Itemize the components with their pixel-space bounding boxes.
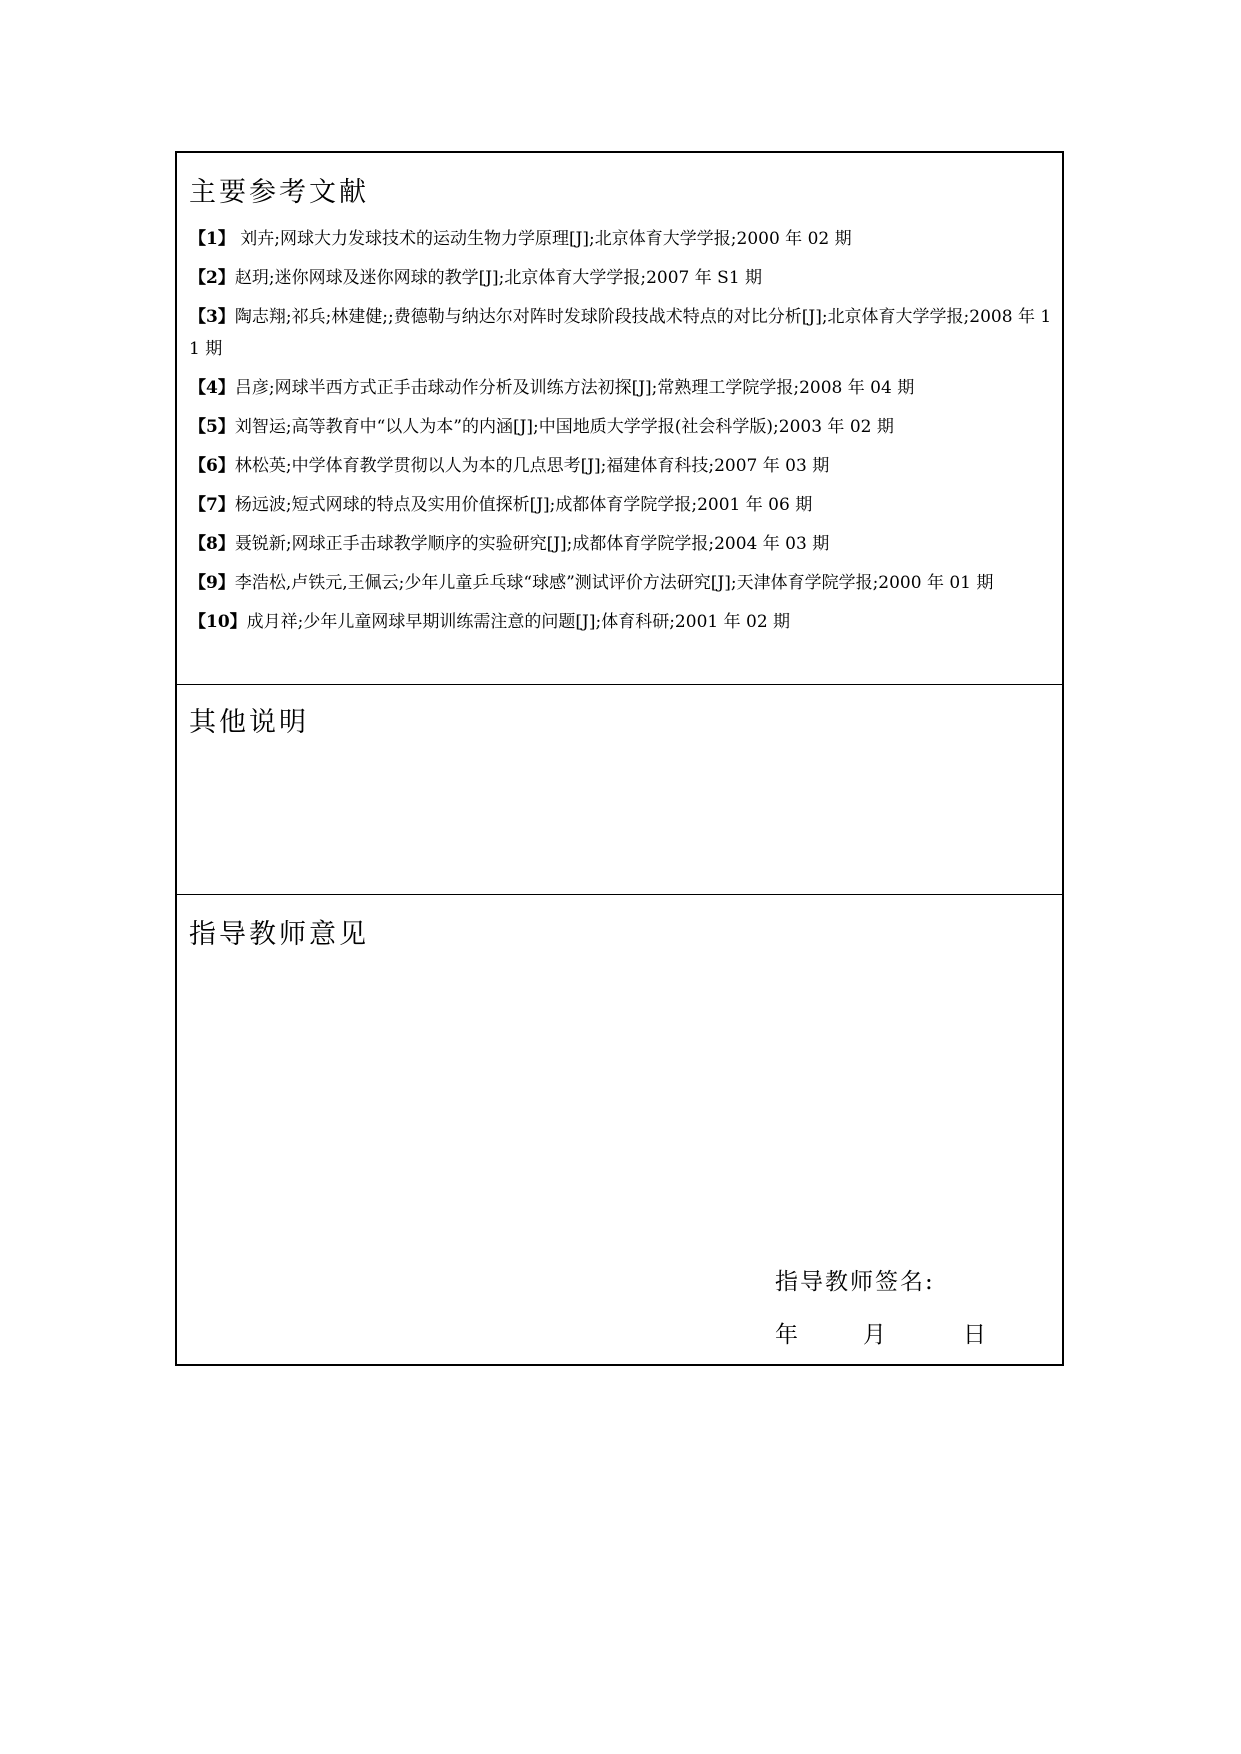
other-notes-title: 其他说明 [189,707,309,738]
reference-text: 成月祥;少年儿童网球早期训练需注意的问题[J];体育科研;2001 年 02 期 [246,612,791,632]
signature-block [775,1262,1003,1352]
references-title: 主要参考文献 [189,177,369,208]
date-day-label: 日 [963,1321,988,1348]
reference-number: 【3】 [189,307,235,327]
reference-item [189,567,1052,599]
reference-number: 【5】 [189,417,235,437]
other-notes-section [177,684,1062,894]
reference-item [189,489,1052,521]
reference-item [189,528,1052,560]
reference-number: 【6】 [189,456,235,476]
reference-text: 林松英;中学体育教学贯彻以人为本的几点思考[J];福建体育科技;2007 年 03 期 [234,456,830,476]
reference-number: 【2】 [189,268,235,288]
date-year-label: 年 [775,1321,800,1348]
reference-number: 【8】 [189,534,235,554]
reference-number: 【7】 [189,495,235,515]
reference-text: 杨远波;短式网球的特点及实用价值探析[J];成都体育学院学报;2001 年 06 期 [234,495,813,515]
reference-item [189,372,1052,404]
date-month-label: 月 [863,1321,888,1348]
advisor-signature-label: 指导教师签名: [775,1269,935,1295]
reference-item [189,606,1052,638]
references-section [177,153,1062,684]
reference-number: 【9】 [189,573,235,593]
report-form-table [175,151,1064,1366]
reference-item [189,262,1052,294]
reference-text: 陶志翔;祁兵;林建健;;费德勒与纳达尔对阵时发球阶段技战术特点的对比分析[J];北京体育大学学报;2008 年 11 期 [189,307,1052,359]
reference-text: 刘卉;网球大力发球技术的运动生物力学原理[J];北京体育大学学报;2000 年 02 期 [234,229,852,249]
reference-number: 【1】 [189,229,235,249]
reference-item [189,450,1052,482]
reference-item [189,223,1052,255]
advisor-opinion-section [177,894,1062,1364]
reference-text: 李浩松,卢铁元,王佩云;少年儿童乒乓球“球感”测试评价方法研究[J];天津体育学院学报;2000 年 01 期 [234,573,994,593]
reference-text: 聂锐新;网球正手击球教学顺序的实验研究[J];成都体育学院学报;2004 年 03 期 [234,534,830,554]
reference-text: 赵玥;迷你网球及迷你网球的教学[J];北京体育大学学报;2007 年 S1 期 [234,268,763,288]
advisor-opinion-title: 指导教师意见 [189,919,369,950]
reference-item [189,411,1052,443]
reference-text: 吕彦;网球半西方式正手击球动作分析及训练方法初探[J];常熟理工学院学报;2008 年 04 期 [234,378,915,398]
reference-item [189,301,1052,365]
signature-date [775,1312,1003,1352]
reference-number: 【4】 [189,378,235,398]
reference-text: 刘智运;高等教育中“以人为本”的内涵[J];中国地质大学学报(社会科学版);2003 年 02 期 [234,417,894,437]
references-list [189,223,1052,638]
reference-number: 【10】 [189,612,247,632]
